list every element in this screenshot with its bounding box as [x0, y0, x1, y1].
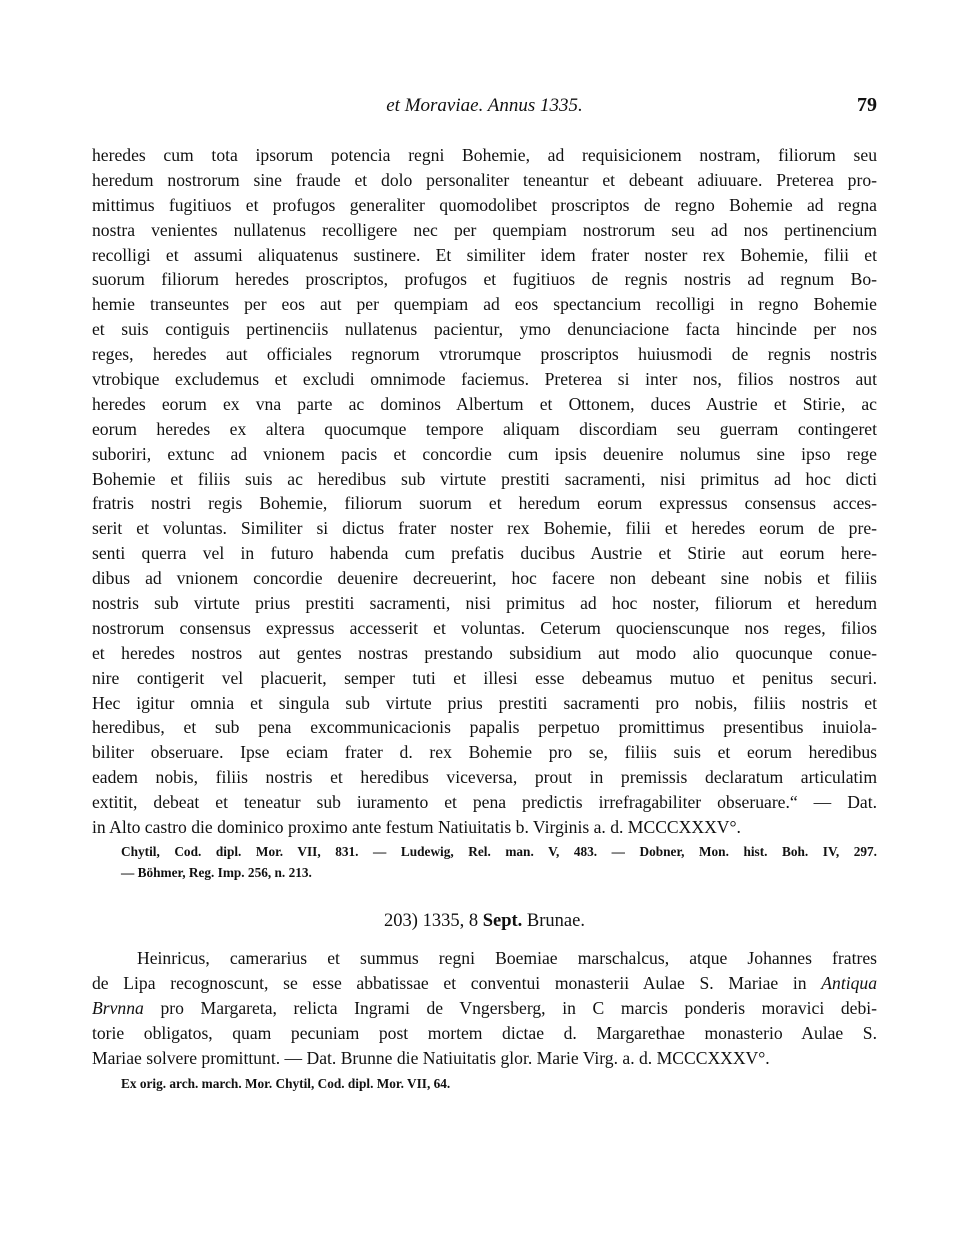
citation-line: Chytil, Cod. dipl. Mor. VII, 831. — Ludewig, Rel. man. V, 483. — Dobner, Mon. hist. Boh. IV, 297. — [121, 844, 877, 859]
italic-place-name: Antiqua — [821, 972, 877, 993]
text-line: senti querra vel in futuro habenda cum prefatis ducibus Austrie et Stirie aut eorum here- — [92, 543, 877, 564]
citation-block — [121, 841, 877, 883]
text-line: eorum heredes ex altera quocumque tempore aliquam discordiam seu guerram contingeret — [92, 418, 877, 439]
text-line — [92, 996, 877, 1021]
entry-number-date: 203) 1335, 8 — [384, 911, 479, 931]
text-line: suorum filiorum heredes proscriptos, profugos et fugitiuos de regnis nostris ad regnum Bo- — [92, 269, 877, 290]
text-line: Hec igitur omnia et singula sub virtute prius prestiti sacramenti pro nobis, filiis nostris et — [92, 692, 877, 713]
document-body — [92, 143, 877, 840]
citation-block — [121, 1073, 877, 1094]
text-line: suboriri, extunc ad vnionem pacis et concordie cum ipsis deuenire nolumus sine ipso rege — [92, 443, 877, 464]
text-line: Heinricus, camerarius et summus regni Boemiae marschalcus, atque Johannes fratres — [137, 948, 877, 968]
text-line: et suis contiguis pertinenciis nullatenus pacientur, ymo denunciacione facta hincinde per nos — [92, 319, 877, 340]
text-line: torie obligatos, quam pecuniam post mortem dictae d. Margarethae monasterio Aulae S. — [92, 1022, 877, 1043]
text-line: serit et voluntas. Similiter si dictus frater noster rex Bohemie, filii et heredes eorum de pre- — [92, 518, 877, 539]
text-line: in Alto castro die dominico proximo ante festum Natiuitatis b. Virginis a. d. MCCCXXXV°. — [92, 817, 741, 838]
text-line: biliter obseruare. Ipse eciam frater d. rex Bohemie pro se, filiis suis et eorum heredibus — [92, 742, 877, 763]
text-segment: de Lipa recognoscunt, se esse abbatissae et conventui monasterii Aulae S. Mariae in — [92, 972, 807, 993]
text-line: nostrorum consensus expressus accesserit et voluntas. Ceterum quocienscunque nos reges, filios — [92, 617, 877, 638]
text-line: fratris nostri regis Bohemie, filiorum suorum et heredum eorum expressus consensus acces- — [92, 493, 877, 514]
citation-line: Ex orig. arch. march. Mor. Chytil, Cod. dipl. Mor. VII, 64. — [121, 1076, 451, 1091]
text-line: eadem nobis, filiis nostris et heredibus viceversa, prout in premissis declaratum articulatim — [92, 767, 877, 788]
text-line: nire contigerit vel placuerit, semper tuti et illesi esse debeamus mutuo et penitus securi. — [92, 667, 877, 688]
citation-line: — Böhmer, Reg. Imp. 256, n. 213. — [121, 865, 312, 880]
text-line: heredum nostrorum sine fraude et dolo personaliter teneantur et debeant adiuuare. Preterea pro- — [92, 169, 877, 190]
text-line: Mariae solvere promittunt. — Dat. Brunne die Natiuitatis glor. Marie Virg. a. d. MCCCXXXV°. — [92, 1047, 770, 1068]
text-line: mittimus fugitiuos et profugos generaliter quomodolibet proscriptos de regno Bohemie ad regna — [92, 194, 877, 215]
text-segment: pro Margareta, relicta Ingrami de Vngersberg, in C marcis ponderis moravici debi- — [160, 997, 878, 1018]
text-line: vtrobique excludemus et excludi omnimode faciemus. Preterea si inter nos, filios nostros aut — [92, 369, 877, 390]
entry-place: Brunae. — [526, 911, 585, 931]
text-line — [92, 971, 877, 996]
running-title: et Moraviae. Annus 1335. — [386, 95, 583, 116]
page-number: 79 — [857, 94, 877, 116]
italic-place-name: Brvnna — [92, 997, 144, 1018]
text-line: nostris sub virtute prius prestiti sacramenti, nisi primitus ad hoc noster, filiorum et heredum — [92, 593, 877, 614]
text-line: recolligi et assumi aliquatenus sustinere. Et similiter idem frater noster rex Bohemie, filii et — [92, 244, 877, 265]
running-head — [92, 95, 877, 123]
entry-regest — [92, 946, 877, 1070]
text-line: heredibus, et sub pena excommunicacionis papalis perpetuo promittimus presentibus inuiola- — [92, 717, 877, 738]
text-line: nostra venientes nullatenus recolligere nec per quempiam nostrorum seu ad nos pertinencium — [92, 219, 877, 240]
text-line: heredes eorum ex vna parte ac dominos Albertum et Ottonem, duces Austrie et Stirie, ac — [92, 393, 877, 414]
text-line: heredes cum tota ipsorum potencia regni Bohemie, ad requisicionem nostram, filiorum seu — [92, 145, 877, 165]
text-line: hemie transeuntes per eos aut per quempiam ad eos spectancium recolligi in regno Bohemie — [92, 294, 877, 315]
text-line: reges, heredes aut officiales regnorum vtrorumque proscriptos huiusmodi de regnis nostris — [92, 344, 877, 365]
text-line: dibus ad vnionem concordie deuenire decreuerint, hoc facere non debeant sine nobis et filiis — [92, 568, 877, 589]
entry-month: Sept. — [482, 911, 523, 931]
entry-heading — [92, 908, 877, 934]
text-line: et heredes nostros aut gentes nostras prestando subsidium aut modo alio quocunque conue- — [92, 642, 877, 663]
text-line: extitit, debeat et teneatur sub iuramento et pena predictis irrefragabiliter obseruare.“ — Dat. — [92, 792, 877, 813]
text-line: Bohemie et filiis suis ac heredibus sub virtute prestiti sacramenti, nisi primitus ad hoc dicti — [92, 468, 877, 489]
